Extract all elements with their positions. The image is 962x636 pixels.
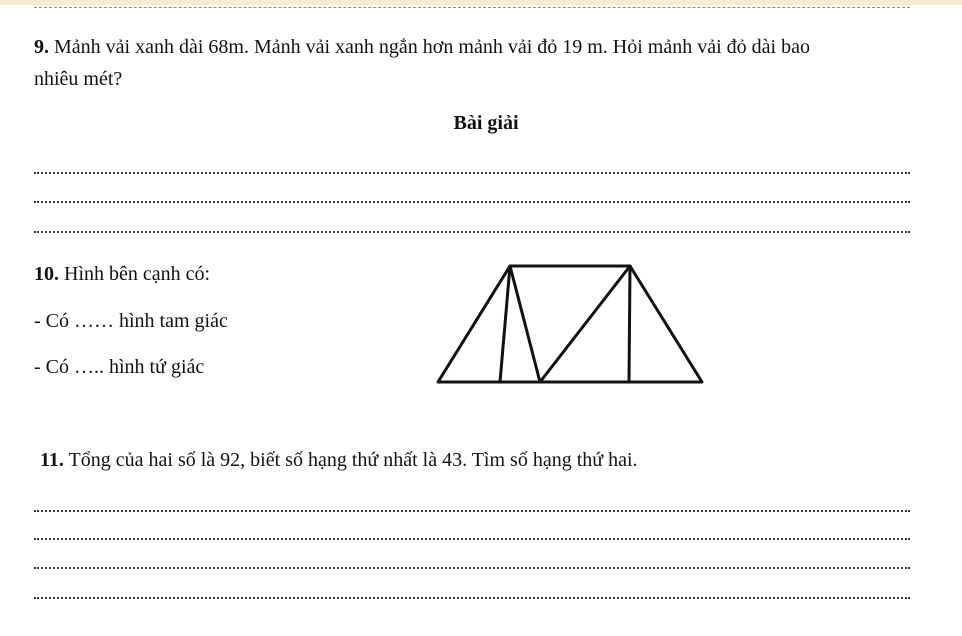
question-9-number: 9. xyxy=(34,36,49,58)
question-10-title xyxy=(34,262,210,286)
question-11-number: 11. xyxy=(40,449,64,471)
quadrilateral-count-item: - Có ….. hình tứ giác xyxy=(34,356,205,378)
answer-line-4[interactable] xyxy=(34,510,910,512)
inner-line-middle xyxy=(510,266,540,382)
question-9-line-1 xyxy=(34,35,810,59)
inner-line-right xyxy=(629,266,630,382)
answer-line-1[interactable] xyxy=(34,172,910,174)
answer-line-2[interactable] xyxy=(34,201,910,203)
answer-line-5[interactable] xyxy=(34,538,910,540)
question-10-number: 10. xyxy=(34,263,59,285)
answer-line-7[interactable] xyxy=(34,597,910,599)
answer-line-6[interactable] xyxy=(34,567,910,569)
question-10-text: Hình bên cạnh có: xyxy=(59,263,211,285)
inner-line-diagonal xyxy=(540,266,630,382)
inner-line-left xyxy=(500,266,510,382)
trapezoid-figure xyxy=(430,258,710,388)
trapezoid-outline xyxy=(438,266,702,382)
answer-line-3[interactable] xyxy=(34,231,910,233)
question-9-line-2: nhiêu mét? xyxy=(34,68,123,90)
top-highlight-bar xyxy=(0,0,962,5)
top-dashed-rule xyxy=(34,7,910,8)
solution-heading: Bài giải xyxy=(453,112,519,134)
question-11-text: Tổng của hai số là 92, biết số hạng thứ nhất là 43. Tìm số hạng thứ hai. xyxy=(63,449,638,471)
question-9-text: Mảnh vải xanh dài 68m. Mảnh vải xanh ngắn hơn mảnh vải đỏ 19 m. Hỏi mảnh vải đỏ dài bao xyxy=(49,36,810,58)
triangle-count-item: - Có …… hình tam giác xyxy=(34,310,228,332)
question-11-title xyxy=(40,448,638,472)
